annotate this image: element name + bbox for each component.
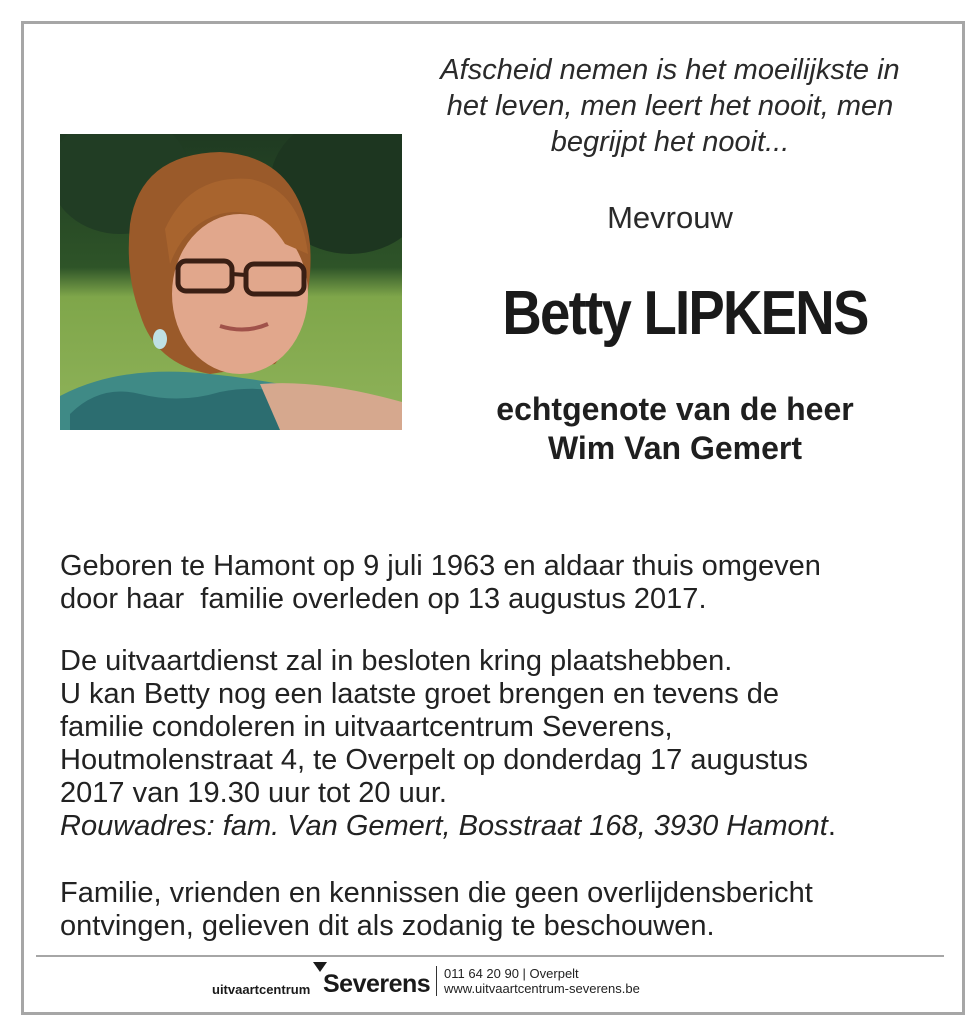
portrait-photo (60, 134, 402, 430)
honorific-title: Mevrouw (607, 200, 733, 235)
funeral-paragraph (60, 645, 940, 843)
text-line: De uitvaartdienst zal in besloten kring plaatshebben. (60, 645, 733, 677)
notice-paragraph (60, 877, 940, 943)
text-line: U kan Betty nog een laatste groet brengen en tevens de (60, 678, 780, 710)
spouse-line: echtgenote van de heer (496, 391, 854, 427)
footer (0, 962, 980, 1002)
rouwadres: Rouwadres: fam. Van Gemert, Bosstraat 168, 3930 Hamont (60, 810, 828, 842)
text-line: door haar familie overleden op 13 augustus 2017. (60, 583, 707, 615)
footer-separator (436, 966, 437, 996)
text-line: familie condoleren in uitvaartcentrum Severens, (60, 711, 673, 743)
text-line: ontvingen, gelieven dit als zodanig te beschouwen. (60, 910, 715, 942)
logo-brand-name: Severens (323, 970, 431, 998)
footer-divider (36, 955, 944, 957)
logo-small-text: uitvaartcentrum (212, 982, 311, 997)
deceased-name: Betty LIPKENS (502, 279, 868, 348)
text-line: Familie, vrienden en kennissen die geen overlijdensbericht (60, 877, 813, 909)
portrait-photo-icon (60, 134, 402, 430)
quote-line: Afscheid nemen is het moeilijkste in (440, 54, 900, 86)
contact-phone-location: 011 64 20 90 | Overpelt (444, 966, 579, 981)
rouwadres-line (60, 810, 940, 843)
birth-death-paragraph (60, 550, 940, 616)
text-line: Geboren te Hamont op 9 juli 1963 en aldaar thuis omgeven (60, 550, 821, 582)
contact-website[interactable]: www.uitvaartcentrum-severens.be (444, 981, 640, 996)
spouse-info (440, 390, 910, 468)
quote-line: het leven, men leert het nooit, men (446, 90, 894, 122)
quote-line: begrijpt het nooit... (550, 126, 790, 158)
spouse-name: Wim Van Gemert (547, 430, 802, 466)
rouwadres-period: . (827, 810, 836, 842)
text-line: 2017 van 19.30 uur tot 20 uur. (60, 777, 447, 809)
text-line: Houtmolenstraat 4, te Overpelt op donderdag 17 augustus (60, 744, 809, 776)
quote (400, 52, 940, 160)
footer-contact (444, 966, 640, 996)
